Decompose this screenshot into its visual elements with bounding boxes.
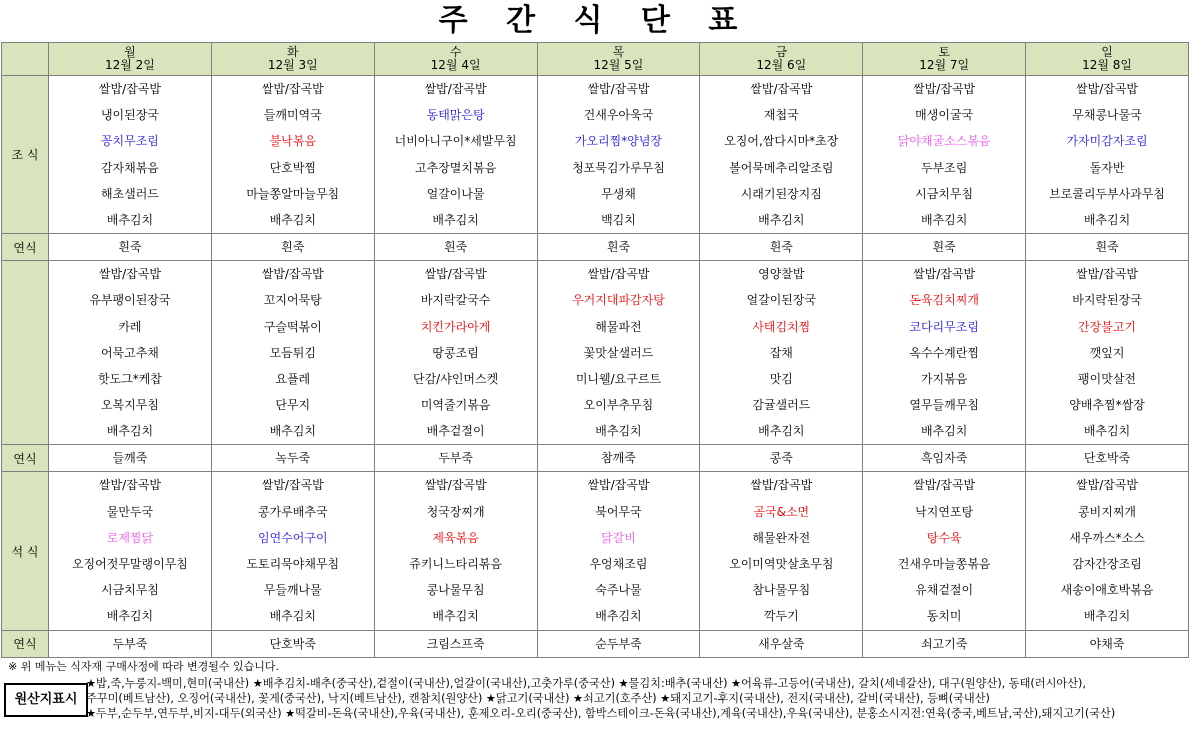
menu-item: 바지락된장국 xyxy=(1072,293,1142,308)
menu-item: 간장불고기 xyxy=(1078,319,1137,334)
menu-item: 쌀밥/잡곡밥 xyxy=(587,82,650,96)
menu-item: 미니웰/요구르트 xyxy=(575,371,662,386)
origin-label: 원산지표시 xyxy=(4,683,88,717)
menu-item: 가오리찜*양념장 xyxy=(574,134,663,149)
menu-item: 배추김치 xyxy=(269,212,316,227)
menu-item: 단호박죽 xyxy=(1083,451,1131,466)
day-menu-cell xyxy=(49,76,212,234)
menu-item: 임연수어구이 xyxy=(257,530,328,545)
meal-label: 연식 xyxy=(2,630,49,657)
day-menu-cell xyxy=(1026,261,1189,445)
menu-item: 백김치 xyxy=(601,212,636,227)
weekly-menu-table xyxy=(1,42,1189,658)
menu-item: 건새우아욱국 xyxy=(583,108,654,123)
day-menu-cell xyxy=(537,445,700,472)
dinner-row xyxy=(2,472,1189,630)
menu-item: 우엉채조림 xyxy=(589,557,648,571)
menu-item: 옥수수계란찜 xyxy=(909,345,979,360)
menu-item: 오징어,쌈다시마*초장 xyxy=(724,134,839,149)
day-menu-cell xyxy=(211,261,374,445)
menu-item: 콩비지찌개 xyxy=(1078,504,1137,519)
menu-item: 단호박죽 xyxy=(269,636,316,651)
menu-item: 쌀밥/잡곡밥 xyxy=(424,478,487,493)
menu-item: 제육볶음 xyxy=(432,530,479,545)
menu-item: 바지락칼국수 xyxy=(420,293,491,308)
day-menu-cell xyxy=(49,630,212,657)
origin-line: ★밥,죽,누룽지-백미,현미(국내산) ★배추김치-배추(중국산),겉절이(국내산),얼갈이(국내산),고춧가루(중국산) ★물김치:배추(국내산) ★어육류-고등어(국내산), 갈치(세네갈산), 대구(원양산), 동태(러시아산), xyxy=(86,677,1086,690)
day-menu-cell xyxy=(700,472,863,630)
day-header: 월 12월 2일 xyxy=(49,43,212,76)
day-menu-cell xyxy=(537,472,700,630)
menu-item: 곰국&소면 xyxy=(753,504,810,519)
origin-info xyxy=(86,676,1186,721)
day-menu-cell xyxy=(537,234,700,261)
menu-item: 쌀밥/잡곡밥 xyxy=(261,267,324,282)
meal-label: 석 식 xyxy=(2,472,49,630)
menu-item: 너비아니구이*세발무침 xyxy=(394,134,517,149)
meal-label: 조 식 xyxy=(2,76,49,234)
menu-item: 동치미 xyxy=(926,609,962,624)
menu-item: 땅콩조림 xyxy=(432,345,479,360)
menu-item: 재첩국 xyxy=(763,108,799,123)
day-menu-cell xyxy=(374,76,537,234)
day-header-row xyxy=(2,43,1189,76)
menu-item: 배추김치 xyxy=(758,212,805,227)
day-menu-cell xyxy=(1026,234,1189,261)
day-menu-cell xyxy=(374,261,537,445)
day-menu-cell xyxy=(374,234,537,261)
menu-item: 새우까스*소스 xyxy=(1069,530,1145,545)
menu-item: 감자간장조림 xyxy=(1072,557,1142,571)
menu-item: 북어무국 xyxy=(595,504,642,519)
menu-item: 카레 xyxy=(118,319,142,334)
menu-item: 해물파전 xyxy=(595,319,642,334)
meal-label: 연식 xyxy=(2,445,49,472)
day-menu-cell xyxy=(863,445,1026,472)
day-menu-cell xyxy=(374,445,537,472)
menu-item: 감자채볶음 xyxy=(100,160,159,175)
menu-item: 물만두국 xyxy=(106,504,154,519)
origin-line: 주꾸미(베트남산), 오징어(국내산), 꽃게(중국산), 낙지(베트남산), 캔참치(원양산) ★닭고기(국내산) ★쇠고기(호주산) ★돼지고기-후지(국내산), 전지(국내산), 갈비(국내산), 등뼈(국내산) xyxy=(86,692,990,705)
day-menu-cell xyxy=(700,76,863,234)
menu-item: 팽이맛살전 xyxy=(1078,371,1137,386)
menu-item: 녹두죽 xyxy=(275,451,311,466)
menu-item: 콩가루배추국 xyxy=(257,504,328,519)
menu-item: 들깨죽 xyxy=(112,451,148,466)
menu-item: 배추김치 xyxy=(269,609,316,624)
menu-item: 쌀밥/잡곡밥 xyxy=(261,82,324,96)
menu-item: 돌자반 xyxy=(1089,160,1125,175)
lunch-row xyxy=(2,261,1189,445)
day-menu-cell xyxy=(863,472,1026,630)
menu-item: 흑임자죽 xyxy=(920,451,968,466)
menu-item: 청국장찌개 xyxy=(426,504,485,519)
menu-item: 쌀밥/잡곡밥 xyxy=(587,267,650,282)
menu-item: 쌀밥/잡곡밥 xyxy=(424,82,487,96)
menu-item: 요플레 xyxy=(275,371,311,386)
menu-item: 크림스프죽 xyxy=(426,636,485,651)
menu-item: 모듬튀김 xyxy=(269,345,316,360)
menu-item: 쌀밥/잡곡밥 xyxy=(587,478,650,493)
menu-item: 새송이애호박볶음 xyxy=(1060,583,1154,598)
menu-item: 열무들깨무침 xyxy=(909,398,979,413)
day-header: 금 12월 6일 xyxy=(700,43,863,76)
soft-food-row xyxy=(2,630,1189,657)
menu-item: 배추김치 xyxy=(595,609,642,624)
menu-item: 사태김치찜 xyxy=(752,319,811,334)
menu-item: 오복지무침 xyxy=(100,398,159,413)
menu-item: 가자미감자조림 xyxy=(1066,134,1148,149)
menu-item: 오징어젓무말랭이무침 xyxy=(71,557,188,571)
day-menu-cell xyxy=(537,76,700,234)
menu-item: 쌀밥/잡곡밥 xyxy=(913,82,976,96)
menu-item: 닭야채굴소스볶음 xyxy=(897,134,991,149)
menu-item: 단무지 xyxy=(275,398,311,413)
menu-item: 감귤샐러드 xyxy=(752,398,811,413)
menu-item: 꼬지어묵탕 xyxy=(263,293,322,308)
menu-item: 배추김치 xyxy=(432,609,479,624)
menu-item: 콩죽 xyxy=(769,451,793,466)
menu-item: 영양찰밥 xyxy=(758,267,805,282)
menu-item: 쌀밥/잡곡밥 xyxy=(98,82,161,96)
menu-item: 흰죽 xyxy=(769,240,793,255)
day-menu-cell xyxy=(700,630,863,657)
menu-item: 꽃맛살샐러드 xyxy=(583,345,654,360)
day-header: 토 12월 7일 xyxy=(863,43,1026,76)
menu-item: 브로콜리두부사과무침 xyxy=(1049,186,1165,201)
menu-item: 흰죽 xyxy=(1095,240,1119,255)
menu-item: 미역줄기볶음 xyxy=(420,398,491,413)
breakfast-row xyxy=(2,76,1189,234)
day-menu-cell xyxy=(1026,472,1189,630)
menu-item: 숙주나물 xyxy=(595,583,642,598)
menu-item: 흰죽 xyxy=(932,240,956,255)
menu-item: 쌀밥/잡곡밥 xyxy=(1076,478,1139,493)
menu-item: 맛김 xyxy=(769,371,793,386)
menu-item: 무들깨나물 xyxy=(263,583,322,598)
menu-item: 흰죽 xyxy=(606,240,631,255)
menu-item: 순두부죽 xyxy=(595,636,642,651)
menu-item: 배추김치 xyxy=(595,424,642,439)
menu-item: 배추김치 xyxy=(758,424,805,439)
menu-item: 치킨가라아게 xyxy=(420,319,491,334)
soft-food-row xyxy=(2,234,1189,261)
page-title: 주 간 식 단 표 xyxy=(438,3,752,38)
menu-item: 청포묵김가루무침 xyxy=(572,160,665,175)
menu-item: 참나물무침 xyxy=(752,583,811,598)
menu-item: 배추김치 xyxy=(106,212,154,227)
menu-item: 시래기된장지짐 xyxy=(740,186,822,201)
day-menu-cell xyxy=(863,630,1026,657)
day-menu-cell xyxy=(211,234,374,261)
menu-item: 어묵고추채 xyxy=(100,345,159,360)
menu-item: 오이부추무침 xyxy=(583,398,654,413)
day-menu-cell xyxy=(49,472,212,630)
menu-item: 배추김치 xyxy=(1083,609,1131,624)
day-menu-cell xyxy=(374,472,537,630)
menu-item: 배추김치 xyxy=(1083,424,1131,439)
menu-item: 쇠고기죽 xyxy=(920,636,968,651)
day-menu-cell xyxy=(211,445,374,472)
day-header: 화 12월 3일 xyxy=(211,43,374,76)
menu-item: 쌀밥/잡곡밥 xyxy=(261,478,324,493)
day-menu-cell xyxy=(374,630,537,657)
day-menu-cell xyxy=(1026,630,1189,657)
menu-item: 흰죽 xyxy=(281,240,305,255)
menu-item: 배추김치 xyxy=(920,212,968,227)
menu-item: 도토리묵야채무침 xyxy=(246,557,340,571)
menu-item: 돈육김치찌개 xyxy=(909,293,979,308)
day-header: 목 12월 5일 xyxy=(537,43,700,76)
day-menu-cell xyxy=(49,234,212,261)
day-menu-cell xyxy=(49,261,212,445)
menu-item: 콩나물무침 xyxy=(426,583,485,598)
menu-item: 매생이굴국 xyxy=(915,108,974,123)
menu-item: 단호박찜 xyxy=(269,160,316,175)
origin-line: ★두부,순두부,연두부,비지-대두(외국산) ★떡갈비-돈육(국내산),우육(국내산), 훈제오리-오리(중국산), 함박스테이크-돈육(국내산),계육(국내산),우육(국내산), 분홍소시지전:연육(중국,베트남,국산),돼지고기(국산) xyxy=(86,707,1116,720)
day-menu-cell xyxy=(537,261,700,445)
menu-item: 쌀밥/잡곡밥 xyxy=(1076,267,1139,282)
menu-item: 오이미역맛살초무침 xyxy=(729,557,834,571)
menu-item: 배추김치 xyxy=(269,424,316,439)
menu-item: 쌀밥/잡곡밥 xyxy=(98,267,161,282)
day-menu-cell xyxy=(49,445,212,472)
menu-item: 고추장멸치볶음 xyxy=(415,160,497,175)
menu-item: 꽁치무조림 xyxy=(100,134,159,149)
menu-item: 쌀밥/잡곡밥 xyxy=(913,478,976,493)
menu-item: 불낙볶음 xyxy=(269,134,316,149)
menu-item: 쌀밥/잡곡밥 xyxy=(750,478,813,493)
day-menu-cell xyxy=(211,630,374,657)
menu-item: 가지볶음 xyxy=(920,371,968,386)
meal-label: 연식 xyxy=(2,234,49,261)
menu-item: 배추겉절이 xyxy=(426,424,485,439)
meal-label xyxy=(2,261,49,445)
menu-change-note: ※ 위 메뉴는 식자재 구매사정에 따라 변경될수 있습니다. xyxy=(8,660,279,673)
menu-item: 무채콩나물국 xyxy=(1072,108,1142,123)
menu-item: 쥬키니느타리볶음 xyxy=(409,557,502,571)
menu-item: 건새우마늘쫑볶음 xyxy=(897,557,991,571)
menu-item: 두부죽 xyxy=(438,451,473,466)
day-menu-cell xyxy=(863,234,1026,261)
day-menu-cell xyxy=(211,472,374,630)
menu-item: 볼어묵메추리알조림 xyxy=(729,160,834,175)
menu-item: 참깨죽 xyxy=(601,451,636,466)
menu-item: 탕수육 xyxy=(926,530,962,545)
menu-item: 배추김치 xyxy=(106,609,154,624)
menu-item: 두부죽 xyxy=(112,636,148,651)
day-menu-cell xyxy=(1026,76,1189,234)
menu-item: 배추김치 xyxy=(920,424,968,439)
menu-item: 쌀밥/잡곡밥 xyxy=(98,478,161,493)
menu-item: 새우살죽 xyxy=(758,636,805,651)
day-menu-cell xyxy=(863,261,1026,445)
menu-item: 낙지연포탕 xyxy=(915,504,974,519)
menu-item: 닭갈비 xyxy=(601,530,636,545)
soft-food-row xyxy=(2,445,1189,472)
menu-item: 얼갈이나물 xyxy=(426,186,485,201)
menu-item: 시금치무침 xyxy=(915,186,974,201)
day-menu-cell xyxy=(700,445,863,472)
menu-item: 단감/샤인머스켓 xyxy=(413,371,499,386)
menu-item: 배추김치 xyxy=(106,424,154,439)
menu-item: 흰죽 xyxy=(118,240,142,255)
menu-item: 시금치무침 xyxy=(100,583,159,598)
menu-item: 쌀밥/잡곡밥 xyxy=(913,267,976,282)
menu-item: 배추김치 xyxy=(1083,212,1131,227)
menu-item: 우거지대파감자탕 xyxy=(572,293,665,308)
menu-item: 깻잎지 xyxy=(1089,345,1125,360)
day-header: 수 12월 4일 xyxy=(374,43,537,76)
day-menu-cell xyxy=(1026,445,1189,472)
menu-item: 해물완자전 xyxy=(752,530,811,545)
day-menu-cell xyxy=(863,76,1026,234)
menu-item: 들깨미역국 xyxy=(263,108,322,123)
menu-item: 마늘쫑알마늘무침 xyxy=(246,186,340,201)
menu-item: 양배추찜*쌈장 xyxy=(1069,398,1145,413)
menu-item: 야채죽 xyxy=(1089,636,1125,651)
menu-item: 흰죽 xyxy=(444,240,468,255)
menu-item: 유채겉절이 xyxy=(915,583,974,598)
menu-item: 코다리무조림 xyxy=(909,319,979,334)
menu-item: 배추김치 xyxy=(432,212,479,227)
menu-item: 냉이된장국 xyxy=(100,108,159,123)
menu-item: 쌀밥/잡곡밥 xyxy=(424,267,487,282)
day-menu-cell xyxy=(700,234,863,261)
menu-item: 잡채 xyxy=(769,345,793,360)
corner-cell xyxy=(2,43,49,76)
day-menu-cell xyxy=(700,261,863,445)
day-header: 일 12월 8일 xyxy=(1026,43,1189,76)
menu-item: 구슬떡볶이 xyxy=(263,319,322,334)
menu-item: 쌀밥/잡곡밥 xyxy=(1076,82,1139,96)
menu-item: 해초샐러드 xyxy=(100,186,159,201)
menu-item: 얼갈이된장국 xyxy=(746,293,817,308)
menu-item: 두부조림 xyxy=(920,160,968,175)
menu-item: 깍두기 xyxy=(763,609,799,624)
day-menu-cell xyxy=(537,630,700,657)
menu-item: 핫도그*케찹 xyxy=(97,371,162,386)
day-menu-cell xyxy=(211,76,374,234)
menu-item: 동태맑은탕 xyxy=(426,108,485,123)
menu-item: 무생채 xyxy=(601,186,636,201)
menu-item: 유부팽이된장국 xyxy=(89,293,171,308)
menu-item: 쌀밥/잡곡밥 xyxy=(750,82,813,96)
menu-item: 로제찜닭 xyxy=(106,530,154,545)
